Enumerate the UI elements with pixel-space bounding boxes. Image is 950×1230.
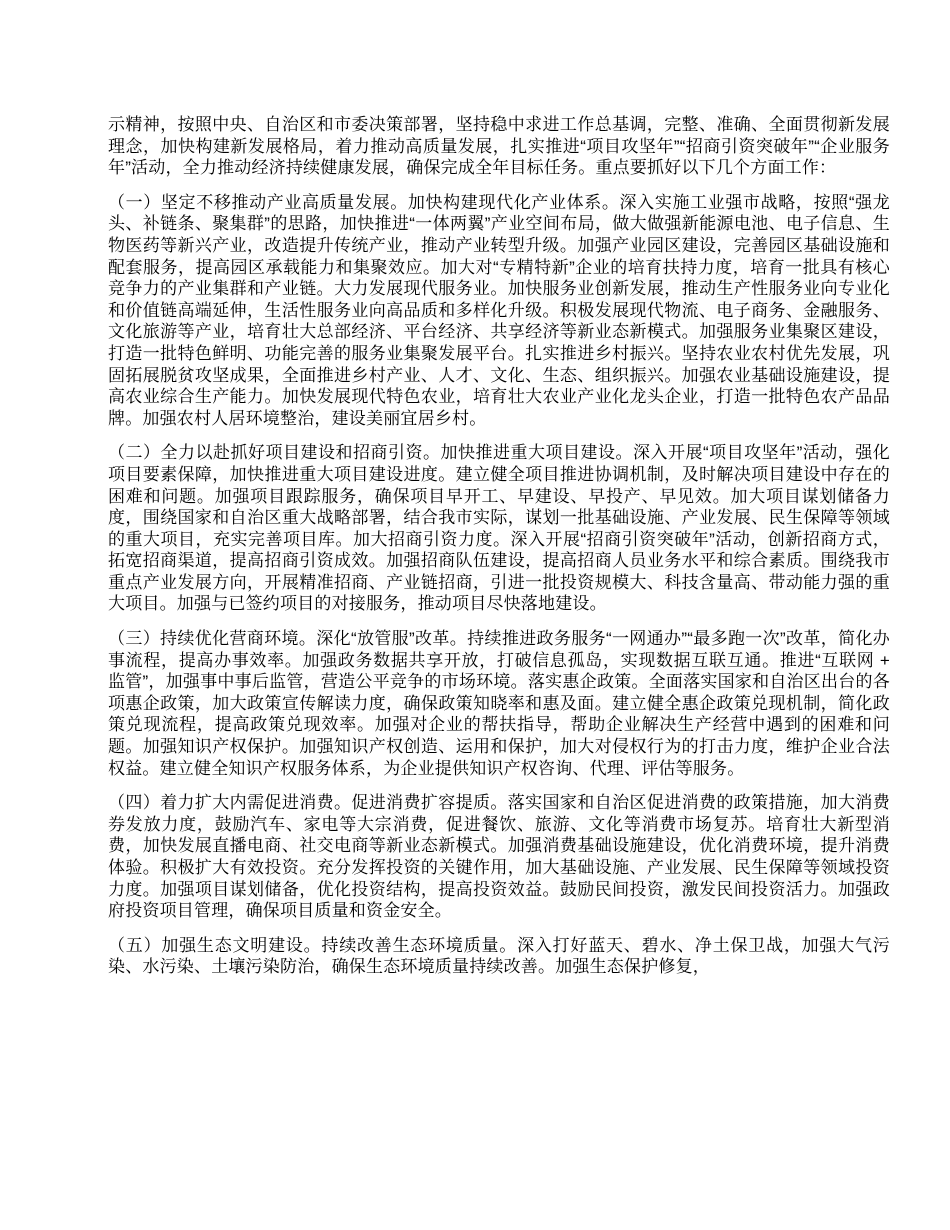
document-text-block <box>108 114 890 991</box>
paragraph-section-5: （五）加强生态文明建设。持续改善生态环境质量。深入打好蓝天、碧水、净土保卫战，加强大气污染、水污染、土壤污染防治，确保生态环境质量持续改善。加强生态保护修复， <box>108 935 890 977</box>
paragraph-section-3: （三）持续优化营商环境。深化“放管服”改革。持续推进政务服务“一网通办”“最多跑一次”改革，简化办事流程，提高办事效率。加强政务数据共享开放，打破信息孤岛，实现数据互联互通。推进“互联网 + 监管”，加强事中事后监管，营造公平竞争的市场环境。落实惠企政策。全面落实国家和自治区出台的各项惠企政策，加大政策宣传解读力度，确保政策知晓率和惠及面。建立健全惠企政策兑现机制，简化政策兑现流程，提高政策兑现效率。加强对企业的帮扶指导，帮助企业解决生产经营中遇到的困难和问题。加强知识产权保护。加强知识产权创造、运用和保护，加大对侵权行为的打击力度，维护企业合法权益。建立健全知识产权服务体系，为企业提供知识产权咨询、代理、评估等服务。 <box>108 629 890 778</box>
paragraph-section-4: （四）着力扩大内需促进消费。促进消费扩容提质。落实国家和自治区促进消费的政策措施，加大消费券发放力度，鼓励汽车、家电等大宗消费，促进餐饮、旅游、文化等消费市场复苏。培育壮大新型消费，加快发展直播电商、社交电商等新业态新模式。加强消费基础设施建设，优化消费环境，提升消费体验。积极扩大有效投资。充分发挥投资的关键作用，加大基础设施、产业发展、民生保障等领域投资力度。加强项目谋划储备，优化投资结构，提高投资效益。鼓励民间投资，激发民间投资活力。加强政府投资项目管理，确保项目质量和资金安全。 <box>108 793 890 921</box>
paragraph-section-2: （二）全力以赴抓好项目建设和招商引资。加快推进重大项目建设。深入开展“项目攻坚年”活动，强化项目要素保障，加快推进重大项目建设进度。建立健全项目推进协调机制，及时解决项目建设中存在的困难和问题。加强项目跟踪服务，确保项目早开工、早建设、早投产、早见效。加大项目谋划储备力度，围绕国家和自治区重大战略部署，结合我市实际，谋划一批基础设施、产业发展、民生保障等领域的重大项目，充实完善项目库。加大招商引资力度。深入开展“招商引资突破年”活动，创新招商方式，拓宽招商渠道，提高招商引资成效。加强招商队伍建设，提高招商人员业务水平和综合素质。围绕我市重点产业发展方向，开展精准招商、产业链招商，引进一批投资规模大、科技含量高、带动能力强的重大项目。加强与已签约项目的对接服务，推动项目尽快落地建设。 <box>108 443 890 614</box>
paragraph-section-1: （一）坚定不移推动产业高质量发展。加快构建现代化产业体系。深入实施工业强市战略，按照“强龙头、补链条、聚集群”的思路，加快推进“一体两翼”产业空间布局，做大做强新能源电池、电子信息、生物医药等新兴产业，改造提升传统产业，推动产业转型升级。加强产业园区建设，完善园区基础设施和配套服务，提高园区承载能力和集聚效应。加大对“专精特新”企业的培育扶持力度，培育一批具有核心竞争力的产业集群和产业链。大力发展现代服务业。加快服务业创新发展，推动生产性服务业向专业化和价值链高端延伸，生活性服务业向高品质和多样化升级。积极发展现代物流、电子商务、金融服务、文化旅游等产业，培育壮大总部经济、平台经济、共享经济等新业态新模式。加强服务业集聚区建设，打造一批特色鲜明、功能完善的服务业集聚发展平台。扎实推进乡村振兴。坚持农业农村优先发展，巩固拓展脱贫攻坚成果，全面推进乡村产业、人才、文化、生态、组织振兴。加强农业基础设施建设，提高农业综合生产能力。加快发展现代特色农业，培育壮大农业产业化龙头企业，打造一批特色农产品品牌。加强农村人居环境整治，建设美丽宜居乡村。 <box>108 192 890 428</box>
paragraph-intro: 示精神，按照中央、自治区和市委决策部署，坚持稳中求进工作总基调，完整、准确、全面贯彻新发展理念，加快构建新发展格局，着力推动高质量发展，扎实推进“项目攻坚年”“招商引资突破年”“企业服务年”活动，全力推动经济持续健康发展，确保完成全年目标任务。重点要抓好以下几个方面工作： <box>108 115 890 178</box>
